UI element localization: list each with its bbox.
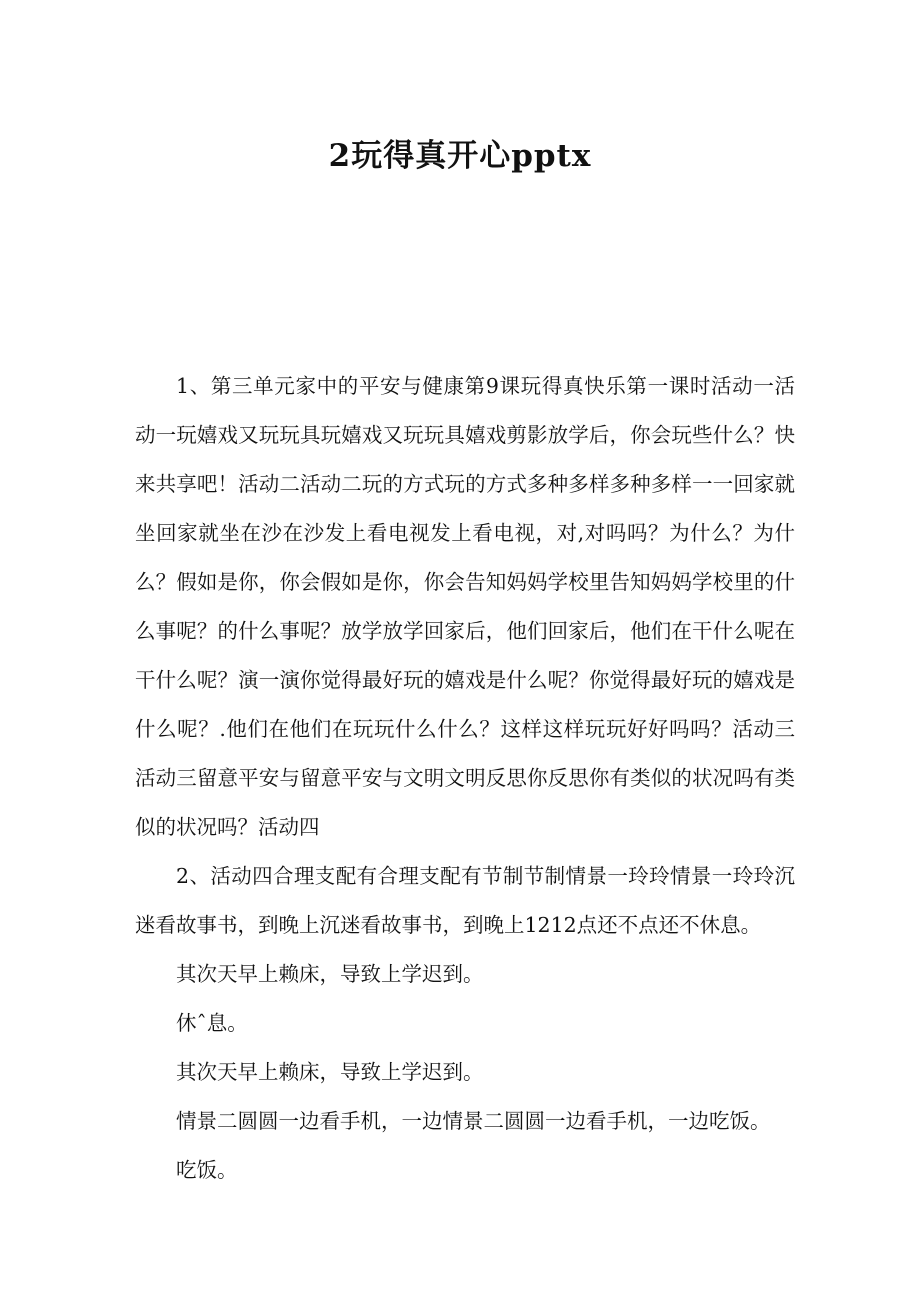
document-title: 2玩得真开心pptx xyxy=(328,138,592,174)
paragraph-2: 2、活动四合理支配有合理支配有节制节制情景一玲玲情景一玲玲沉迷看故事书，到晚上沉迷看故事书，到晚上1212点还不点还不休息。 xyxy=(135,864,795,937)
paragraph-3: 其次天早上赖床，导致上学迟到。 xyxy=(176,962,484,986)
paragraph-5: 其次天早上赖床，导致上学迟到。 xyxy=(176,1060,484,1084)
document-body xyxy=(135,362,795,1195)
paragraph-6: 情景二圆圆一边看手机，一边情景二圆圆一边看手机，一边吃饭。 xyxy=(176,1109,771,1133)
paragraph-1: 1、第三单元家中的平安与健康第9课玩得真快乐第一课时活动一活动一玩嬉戏又玩玩具玩嬉戏又玩玩具嬉戏剪影放学后，你会玩些什么？快来共享吧！活动二活动二玩的方式玩的方式多种多样多种多样一一回家就坐回家就坐在沙在沙发上看电视发上看电视，对,对吗吗？为什么？为什么？假如是你，你会假如是你，你会告知妈妈学校里告知妈妈学校里的什么事呢？的什么事呢？放学放学回家后，他们回家后，他们在干什么呢在干什么呢？演一演你觉得最好玩的嬉戏是什么呢？你觉得最好玩的嬉戏是什么呢？.他们在他们在玩玩什么什么？这样这样玩玩好好吗吗？活动三活动三留意平安与留意平安与文明文明反思你反思你有类似的状况吗有类似的状况吗？活动四 xyxy=(135,374,795,839)
paragraph-4: 休ˆ息。 xyxy=(176,1011,248,1035)
paragraph-7: 吃饭。 xyxy=(176,1158,238,1182)
